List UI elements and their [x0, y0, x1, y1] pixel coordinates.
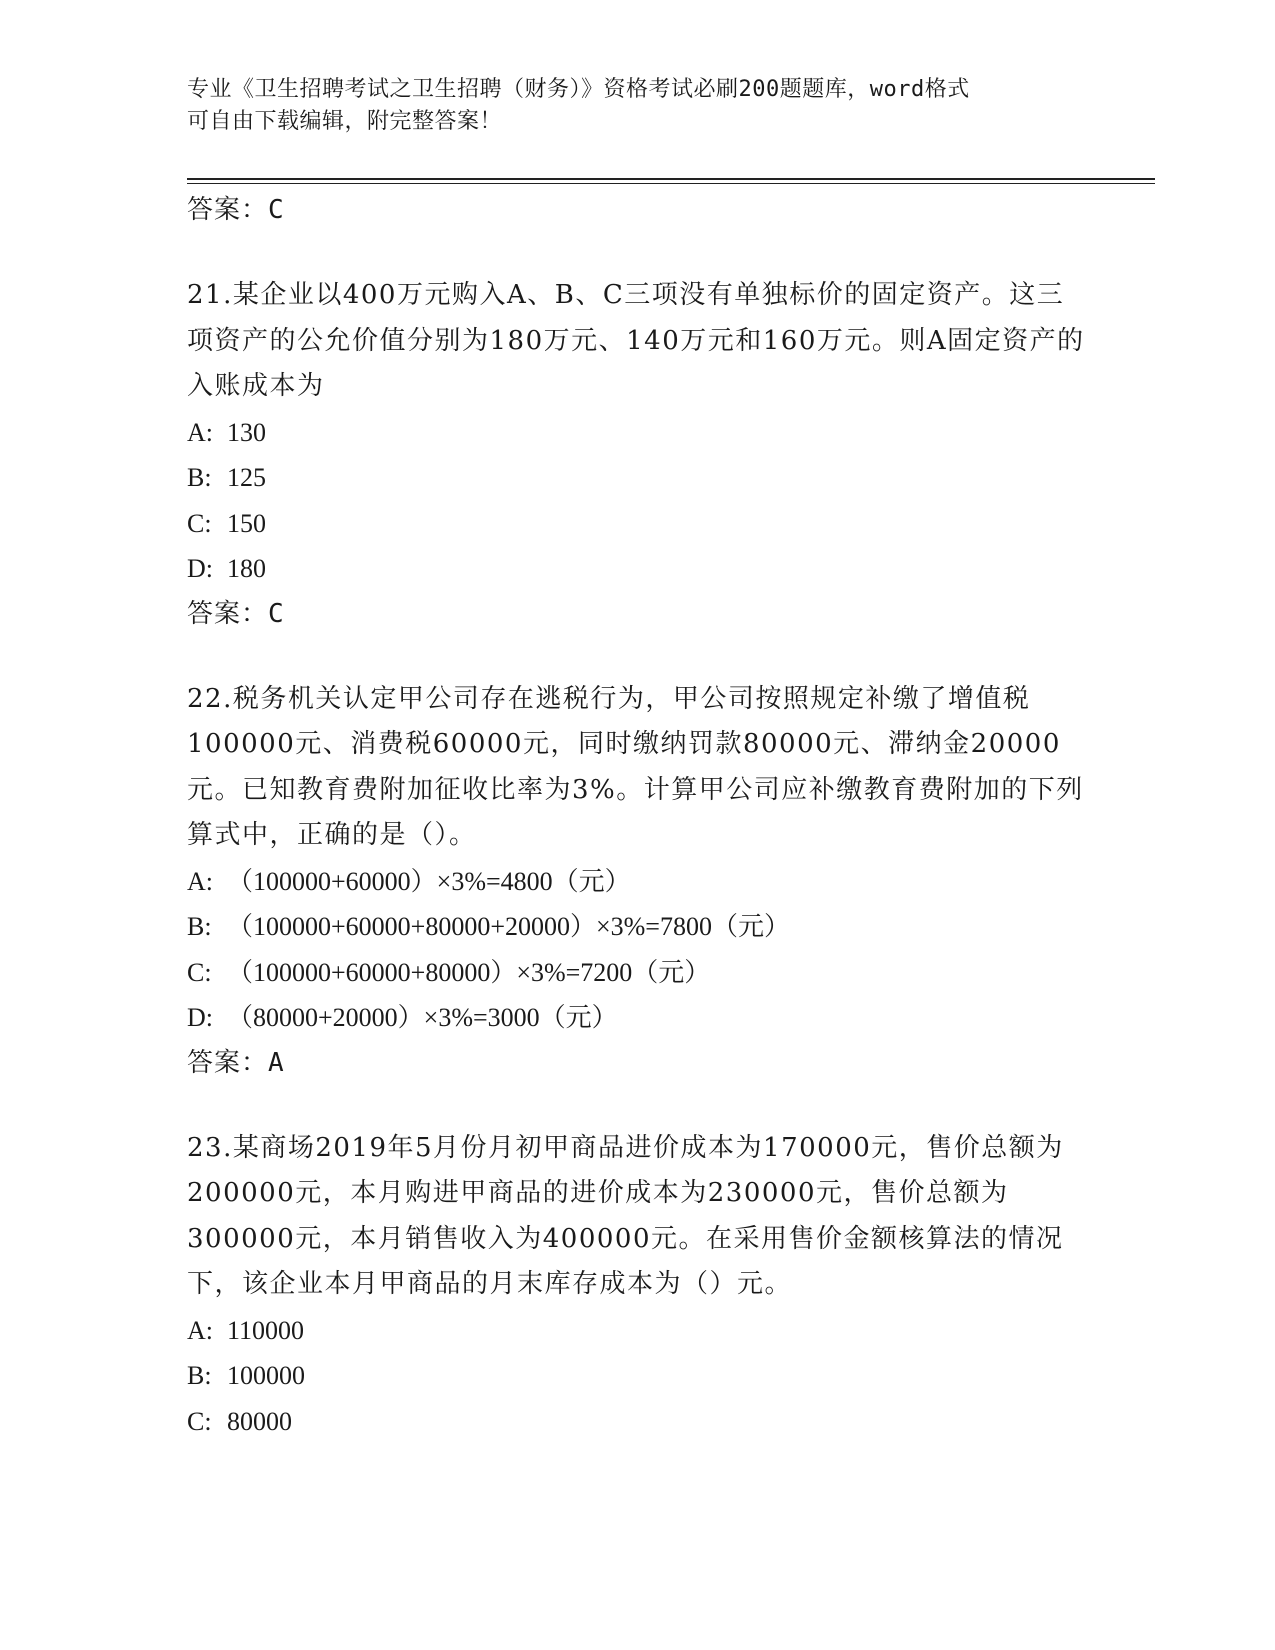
- option-letter: B:: [187, 1361, 212, 1390]
- page-content: [187, 188, 1087, 1444]
- header-divider-thin: [187, 183, 1155, 184]
- option-c: [187, 501, 1087, 547]
- option-letter: D:: [187, 1003, 213, 1032]
- option-letter: C:: [187, 508, 212, 538]
- header-line-1: 专业《卫生招聘考试之卫生招聘（财务）》资格考试必刷200题题库，word格式: [187, 77, 970, 102]
- option-value: （100000+60000）×3%=4800（元）: [227, 866, 631, 896]
- option-value: 110000: [227, 1315, 305, 1345]
- option-b: [187, 1353, 1087, 1399]
- option-c: [187, 1399, 1087, 1445]
- question-23: [187, 1126, 1087, 1445]
- header-divider-thick: [187, 178, 1155, 180]
- question-text: 22.税务机关认定甲公司存在逃税行为，甲公司按照规定补缴了增值税100000元、消费税60000元，同时缴纳罚款80000元、滞纳金20000元。已知教育费附加征收比率为3%。计算甲公司应补缴教育费附加的下列算式中，正确的是（）。: [187, 683, 1084, 850]
- option-letter: B:: [187, 463, 212, 492]
- option-a: [187, 410, 1087, 456]
- option-a: [187, 859, 1087, 905]
- option-letter: A:: [187, 866, 213, 896]
- option-d: [187, 546, 1087, 592]
- option-c: [187, 950, 1087, 996]
- option-value: 180: [227, 554, 266, 583]
- document-header: [187, 74, 1087, 138]
- option-value: （80000+20000）×3%=3000（元）: [227, 1003, 618, 1032]
- option-a: [187, 1308, 1087, 1354]
- option-value: 130: [227, 417, 266, 447]
- question-text: 23.某商场2019年5月份月初甲商品进价成本为170000元，售价总额为200000元，本月购进甲商品的进价成本为230000元，售价总额为300000元，本月销售收入为400000元。在采用售价金额核算法的情况下，该企业本月甲商品的月末库存成本为（）元。: [187, 1132, 1064, 1299]
- option-value: （100000+60000+80000）×3%=7200（元）: [227, 957, 711, 987]
- option-letter: D:: [187, 554, 213, 583]
- option-letter: B:: [187, 912, 212, 941]
- header-line-2: 可自由下载编辑，附完整答案！: [187, 109, 503, 134]
- option-value: 125: [227, 463, 266, 492]
- option-b: [187, 455, 1087, 501]
- option-value: 100000: [227, 1361, 305, 1390]
- option-letter: A:: [187, 417, 213, 447]
- question-21: [187, 273, 1087, 637]
- option-letter: C:: [187, 957, 212, 987]
- option-letter: A:: [187, 1315, 213, 1345]
- option-letter: C:: [187, 1406, 212, 1436]
- answer: 答案：C: [187, 598, 285, 629]
- answer-previous: 答案：C: [187, 195, 285, 225]
- answer: 答案：A: [187, 1047, 285, 1078]
- option-value: 80000: [227, 1406, 292, 1436]
- option-value: （100000+60000+80000+20000）×3%=7800（元）: [227, 912, 790, 941]
- option-value: 150: [227, 508, 266, 538]
- question-text: 21.某企业以400万元购入A、B、C三项没有单独标价的固定资产。这三项资产的公允价值分别为180万元、140万元和160万元。则A固定资产的入账成本为: [187, 280, 1085, 401]
- option-b: [187, 904, 1087, 950]
- option-d: [187, 995, 1087, 1041]
- question-22: [187, 677, 1087, 1086]
